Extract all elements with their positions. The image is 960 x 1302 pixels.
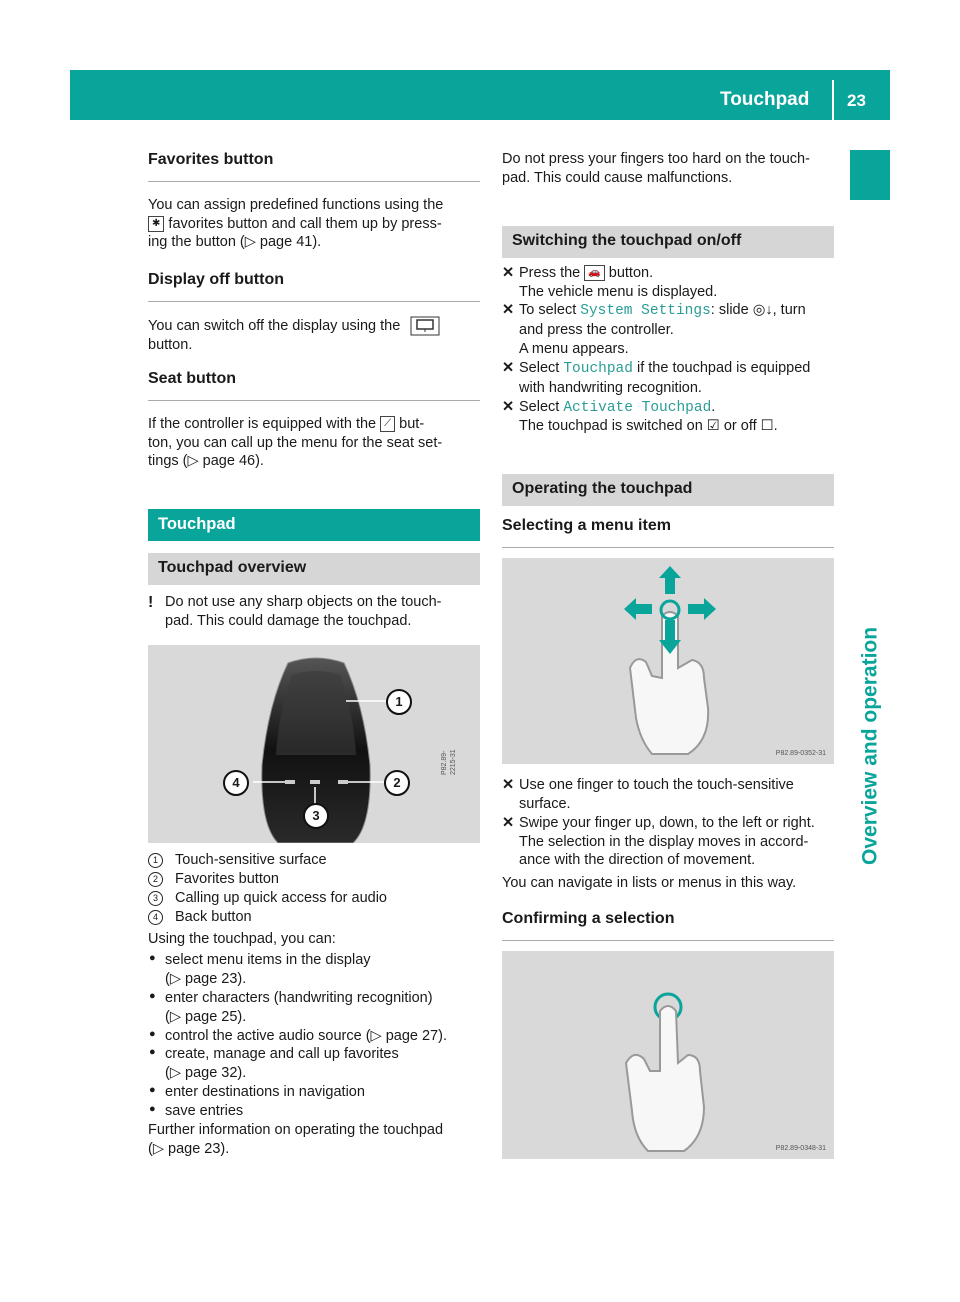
swipe-figure — [502, 558, 834, 764]
callout-2: 2 — [384, 770, 410, 796]
text-line: : slide ◎↓, turn — [710, 302, 806, 319]
display-heading: Display off button — [148, 270, 480, 302]
list-item — [148, 1045, 480, 1083]
swipe-hand-illustration — [502, 558, 834, 764]
tap-figure — [502, 951, 834, 1159]
chapter-label: Overview and operation — [858, 626, 882, 865]
list-item — [148, 1027, 480, 1046]
legend-text: Touch-sensitive surface — [175, 851, 327, 868]
header-title: Touchpad — [720, 89, 810, 110]
text-line: favorites button and call them up by press- — [168, 215, 442, 232]
text-line: save entries — [165, 1102, 244, 1119]
left-column — [148, 150, 480, 1158]
callout-4: 4 — [223, 770, 249, 796]
text-line: ance with the direction of movement. — [519, 852, 756, 869]
text-line: Select — [519, 359, 560, 376]
selecting-heading: Selecting a menu item — [502, 516, 834, 548]
text-line: surface. — [519, 795, 571, 812]
step-item — [502, 776, 834, 814]
text-line: but- — [399, 415, 425, 432]
touchpad-section-band: Touchpad — [148, 509, 480, 541]
bullet-icon: ● — [149, 989, 156, 1002]
bullet-icon: ● — [149, 1102, 156, 1115]
step-arrow-icon: ✕ — [502, 814, 515, 831]
text-line: To select — [519, 302, 577, 319]
touchpad-overview-band: Touchpad overview — [148, 553, 480, 585]
favorites-star-icon: ✱ — [148, 216, 164, 232]
text-line: pad. This could damage the touchpad. — [165, 613, 412, 630]
text-line: Use one finger to touch the touch-sensitive — [519, 777, 794, 794]
using-intro: Using the touchpad, you can: — [148, 931, 336, 948]
switch-touchpad-band: Switching the touchpad on/off — [502, 226, 834, 258]
step-item — [502, 359, 834, 398]
warning-note — [148, 593, 480, 631]
figure-code: P82.89-0348-31 — [775, 1144, 826, 1152]
vehicle-button-icon: 🚗 — [584, 265, 604, 281]
legend-item — [148, 908, 480, 927]
text-line: Do not press your fingers too hard on the touch- — [502, 151, 810, 167]
step-item — [502, 398, 834, 437]
step-arrow-icon: ✕ — [502, 398, 515, 415]
legend-item — [148, 851, 480, 870]
page-reference: (▷ page 32). — [165, 1065, 247, 1082]
chapter-sidebar — [850, 150, 890, 1180]
legend-text: Back button — [175, 908, 252, 925]
seat-icon: ⟋ — [380, 416, 395, 432]
capabilities-list — [148, 951, 480, 1121]
favorites-text — [148, 196, 480, 253]
page-reference: ing the button (▷ page 41). — [148, 234, 322, 251]
step-arrow-icon: ✕ — [502, 302, 515, 319]
text-line: enter destinations in navigation — [165, 1084, 365, 1101]
figure-legend — [148, 851, 480, 926]
text-line: if the touchpad is equipped — [637, 359, 811, 376]
bullet-icon: ● — [149, 1084, 156, 1097]
text-line: Press the — [519, 264, 581, 281]
text-line: control the active audio source (▷ page 27). — [165, 1027, 447, 1044]
legend-text: Calling up quick access for audio — [175, 889, 387, 906]
text-line: button. — [608, 264, 654, 281]
page-reference: tings (▷ page 46). — [148, 453, 264, 470]
step-item — [502, 264, 834, 302]
bullet-icon: ● — [149, 1027, 156, 1040]
display-off-icon — [410, 316, 440, 336]
list-item — [148, 989, 480, 1027]
figure-code: P82.89-2215-31 — [441, 749, 458, 775]
legend-number: 2 — [148, 872, 163, 887]
text-line: select menu items in the display — [165, 952, 371, 969]
right-column — [502, 150, 834, 1159]
step-arrow-icon: ✕ — [502, 777, 515, 794]
text-line: A menu appears. — [519, 341, 629, 358]
text-line: The touchpad is switched on ☑ or off ☐. — [519, 418, 778, 435]
text-line: Swipe your finger up, down, to the left or right. — [519, 814, 815, 831]
page-reference: (▷ page 25). — [165, 1008, 247, 1025]
text-line: You can assign predefined functions using the — [148, 196, 444, 213]
page-reference: (▷ page 23). — [148, 1140, 230, 1157]
callout-3: 3 — [303, 803, 329, 829]
legend-item — [148, 889, 480, 908]
chapter-marker — [850, 150, 890, 200]
legend-number: 4 — [148, 910, 163, 925]
display-text — [148, 316, 480, 355]
text-line: with handwriting recognition. — [519, 379, 702, 396]
menu-code: Activate Touchpad — [563, 399, 712, 416]
text-line: The vehicle menu is displayed. — [519, 283, 718, 300]
bullet-icon: ● — [149, 952, 156, 965]
callout-1: 1 — [386, 689, 412, 715]
tap-hand-illustration — [502, 951, 834, 1159]
seat-heading: Seat button — [148, 369, 480, 401]
step-item — [502, 814, 834, 871]
text-line: Do not use any sharp objects on the touch- — [165, 594, 442, 611]
warning-icon: ! — [148, 594, 154, 612]
list-item — [148, 1083, 480, 1102]
header-divider — [832, 80, 834, 120]
text-line: button. — [148, 337, 193, 354]
legend-number: 1 — [148, 853, 163, 868]
page-reference: (▷ page 23). — [165, 971, 247, 988]
confirming-heading: Confirming a selection — [502, 909, 834, 941]
step-arrow-icon: ✕ — [502, 264, 515, 281]
menu-code: System Settings — [580, 303, 711, 320]
text-line: enter characters (handwriting recognition) — [165, 989, 433, 1006]
text-line: Select — [519, 398, 560, 415]
further-info: Further information on operating the touchpad — [148, 1121, 444, 1138]
switch-steps — [502, 264, 834, 437]
operating-touchpad-band: Operating the touchpad — [502, 474, 834, 506]
list-item — [148, 951, 480, 989]
step-item — [502, 301, 834, 359]
menu-code: Touchpad — [563, 360, 633, 377]
legend-number: 3 — [148, 891, 163, 906]
list-item — [148, 1102, 480, 1121]
text-line: create, manage and call up favorites — [165, 1046, 399, 1063]
bullet-icon: ● — [149, 1046, 156, 1059]
text-line: and press the controller. — [519, 322, 674, 339]
touchpad-figure — [148, 645, 480, 843]
text-line: ton, you can call up the menu for the seat set- — [148, 434, 443, 451]
figure-code: P82.89-0352-31 — [775, 749, 826, 757]
text-line: . — [711, 398, 716, 415]
page-number: 23 — [847, 91, 866, 110]
navigate-note: You can navigate in lists or menus in this way. — [502, 875, 797, 892]
legend-item — [148, 870, 480, 889]
favorites-heading: Favorites button — [148, 150, 480, 182]
legend-text: Favorites button — [175, 870, 279, 887]
swipe-steps — [502, 776, 834, 870]
text-line: You can switch off the display using the — [148, 317, 401, 334]
text-line: If the controller is equipped with the — [148, 415, 377, 432]
step-arrow-icon: ✕ — [502, 359, 515, 376]
seat-text — [148, 415, 480, 472]
text-line: pad. This could cause malfunctions. — [502, 169, 733, 186]
text-line: The selection in the display moves in accord- — [519, 833, 809, 850]
